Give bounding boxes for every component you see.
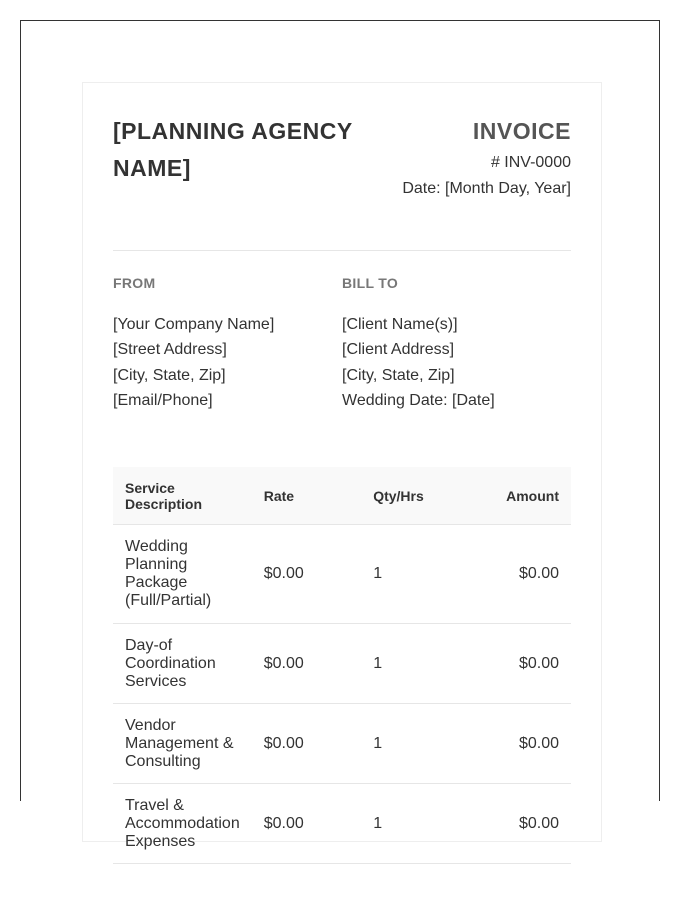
cell-description: Day-of Coordination Services — [113, 624, 252, 704]
agency-name: [PLANNING AGENCY NAME] — [113, 118, 353, 181]
from-label: FROM — [113, 275, 156, 291]
from-company-name: [Your Company Name] — [113, 316, 275, 333]
from-address — [113, 312, 333, 413]
cell-amount: $0.00 — [494, 624, 571, 704]
from-city-state-zip: [City, State, Zip] — [113, 366, 226, 384]
cell-description: Vendor Management & Consulting — [113, 704, 252, 784]
cell-amount: $0.00 — [494, 784, 571, 864]
cell-qty: 1 — [361, 784, 494, 864]
table-row — [113, 525, 571, 624]
invoice-card — [82, 82, 602, 850]
bill-to-block — [342, 273, 562, 413]
invoice-meta — [391, 113, 571, 202]
cell-qty: 1 — [361, 704, 494, 784]
invoice-header — [113, 113, 571, 251]
cell-rate: $0.00 — [252, 525, 361, 624]
bill-to-client-name: [Client Name(s)] — [342, 316, 458, 333]
cell-rate: $0.00 — [252, 624, 361, 704]
document-page — [20, 20, 660, 850]
header-description: Service Description — [113, 467, 252, 525]
header-qty: Qty/Hrs — [361, 467, 494, 525]
header-rate: Rate — [252, 467, 361, 525]
from-email-phone: [Email/Phone] — [113, 391, 213, 409]
cell-rate: $0.00 — [252, 784, 361, 864]
bill-to-label: BILL TO — [342, 275, 399, 291]
cell-description: Travel & Accommodation Expenses — [113, 784, 252, 864]
cell-qty: 1 — [361, 525, 494, 624]
bill-to-city-state-zip: [City, State, Zip] — [342, 366, 455, 384]
bill-to-wedding-date: Wedding Date: [Date] — [342, 391, 495, 409]
line-items-table — [113, 467, 571, 864]
invoice-number: # INV-0000 — [490, 154, 571, 171]
cell-amount: $0.00 — [494, 525, 571, 624]
cell-rate: $0.00 — [252, 704, 361, 784]
table-row — [113, 784, 571, 864]
from-street-address: [Street Address] — [113, 341, 227, 359]
invoice-date: Date: [Month Day, Year] — [402, 180, 571, 197]
bill-to-address — [342, 312, 562, 413]
cell-amount: $0.00 — [494, 704, 571, 784]
cell-description: Wedding Planning Package (Full/Partial) — [113, 525, 252, 624]
table-header-row — [113, 467, 571, 525]
table-row — [113, 704, 571, 784]
invoice-title: INVOICE — [472, 118, 571, 144]
header-amount: Amount — [494, 467, 571, 525]
cell-qty: 1 — [361, 624, 494, 704]
from-block — [113, 273, 333, 413]
bill-to-client-address: [Client Address] — [342, 341, 455, 359]
table-row — [113, 624, 571, 704]
